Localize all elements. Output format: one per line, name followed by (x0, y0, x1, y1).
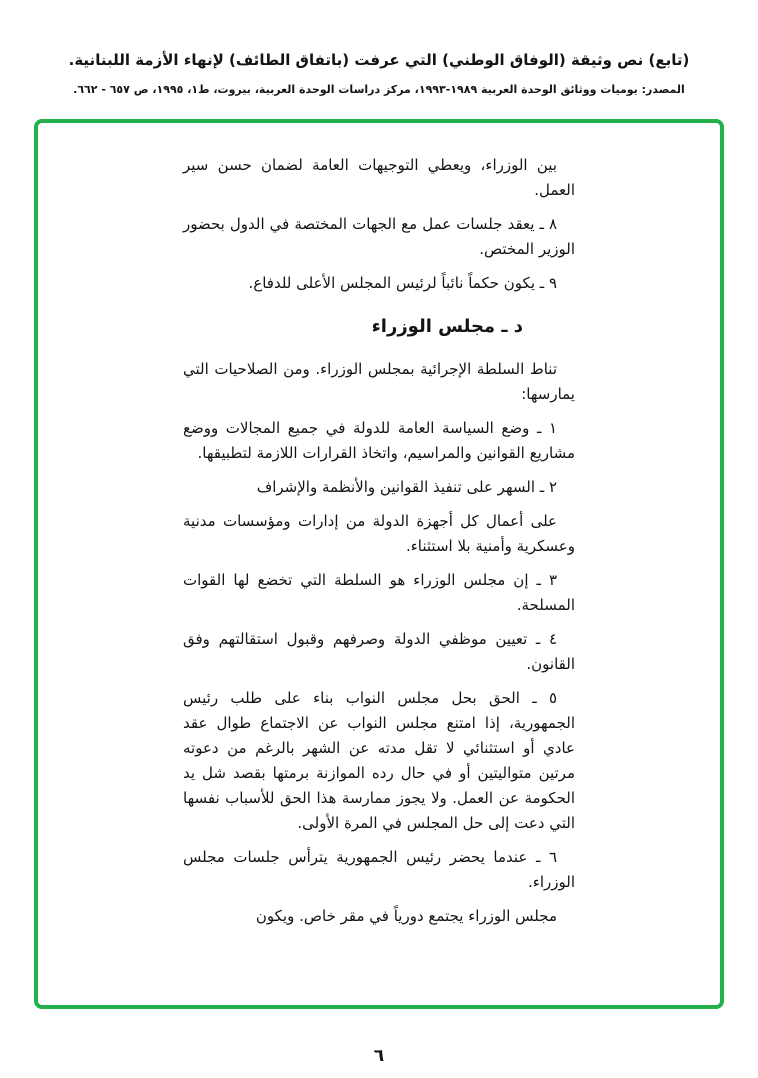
paragraph: ٩ ـ يكون حكماً نائباً لرئيس المجلس الأعلى للدفاع. (248, 274, 557, 293)
paragraph: ٥ ـ الحق بحل مجلس النواب بناء على طلب رئيس الجمهورية، إذا امتنع مجلس النواب عن الاجتماع طوال عقد عادي أو استثنائي لا تقل مدته عن الشهر بالرغم من دعوته مرتين متواليتين أو في حال رده الموازنة برمتها بقصد شل يد الحكومة عن العمل. ولا يجوز ممارسة هذا الحق للأسباب نفسها التي دعت إلى حل المجلس في المرة الأولى. (183, 689, 575, 833)
paragraph: على أعمال كل أجهزة الدولة من إدارات ومؤسسات مدنية وعسكرية وأمنية بلا استثناء. (183, 512, 575, 556)
paragraph: ٨ ـ يعقد جلسات عمل مع الجهات المختصة في الدول بحضور الوزير المختص. (183, 215, 575, 259)
paragraph: ٤ ـ تعيين موظفي الدولة وصرفهم وقبول استقالتهم وفق القانون. (183, 630, 575, 674)
paragraph: ٢ ـ السهر على تنفيذ القوانين والأنظمة والإشراف (256, 478, 557, 497)
paragraph: تناط السلطة الإجرائية بمجلس الوزراء. ومن الصلاحيات التي يمارسها: (183, 360, 575, 404)
document-title: (تابع) نص وثيقة (الوفاق الوطني) التي عرفت (باتفاق الطائف) لإنهاء الأزمة اللبنانية. (68, 51, 690, 69)
source-line: المصدر: يوميات ووثائق الوحدة العربية ١٩٨٩-١٩٩٣، مركز دراسات الوحدة العربية، بيروت، ط١، ١٩٩٥، ص ٦٥٧ - ٦٦٢. (73, 83, 685, 96)
document-body (183, 153, 575, 929)
page-number: ٦ (373, 1046, 385, 1066)
document-frame (34, 119, 724, 1009)
paragraph: ٣ ـ إن مجلس الوزراء هو السلطة التي تخضع لها القوات المسلحة. (183, 571, 575, 615)
paragraph: مجلس الوزراء يجتمع دورياً في مقر خاص. ويكون (255, 907, 557, 926)
section-heading: د ـ مجلس الوزراء (371, 316, 523, 338)
paragraph: بين الوزراء، ويعطي التوجيهات العامة لضمان حسن سير العمل. (183, 156, 575, 200)
document-header (0, 0, 758, 97)
paragraph: ١ ـ وضع السياسة العامة للدولة في جميع المجالات ووضع مشاريع القوانين والمراسيم، واتخاذ القرارات اللازمة لتطبيقها. (183, 419, 575, 463)
paragraph: ٦ ـ عندما يحضر رئيس الجمهورية يترأس جلسات مجلس الوزراء. (183, 848, 575, 892)
